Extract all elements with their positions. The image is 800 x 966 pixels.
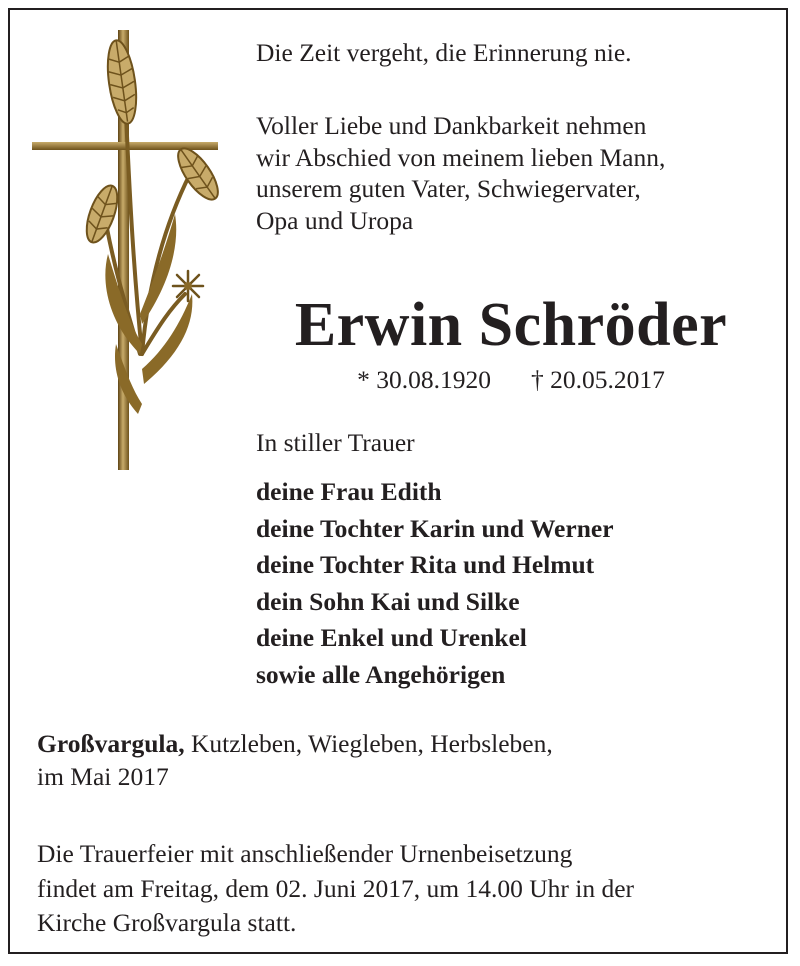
notice-date: im Mai 2017: [37, 761, 169, 791]
cornflower-icon: [173, 271, 203, 301]
family-member: deine Enkel und Urenkel: [256, 623, 527, 652]
place-main: Großvargula,: [37, 729, 185, 758]
intro-line: Voller Liebe und Dankbarkeit nehmen: [256, 111, 647, 140]
place-and-date: [37, 728, 553, 793]
service-line: findet am Freitag, dem 02. Juni 2017, um 14.00 Uhr in der: [37, 873, 635, 903]
service-line: Kirche Großvargula statt.: [37, 908, 297, 937]
place-others: Kutzleben, Wiegleben, Herbsleben,: [184, 729, 553, 758]
family-member: deine Frau Edith: [256, 477, 442, 506]
cross-with-wheat-icon: [30, 24, 230, 474]
family-member: deine Tochter Karin und Werner: [256, 513, 614, 543]
family-member: deine Tochter Rita und Helmut: [256, 550, 595, 579]
family-member: sowie alle Angehörigen: [256, 659, 506, 689]
deceased-name: Erwin Schröder: [294, 291, 728, 359]
mourning-label: In stiller Trauer: [256, 428, 415, 457]
wheat-ear-icon: [103, 39, 140, 126]
motto: Die Zeit vergeht, die Erinnerung nie.: [256, 38, 632, 67]
birth-date: * 30.08.1920: [357, 365, 491, 394]
intro-line: unserem guten Vater, Schwiegervater,: [256, 174, 641, 203]
intro-line: Opa und Uropa: [256, 205, 414, 235]
death-date: † 20.05.2017: [531, 365, 665, 394]
service-info: [37, 837, 634, 941]
life-dates: [256, 364, 766, 396]
family-member: dein Sohn Kai und Silke: [256, 586, 520, 616]
intro-line: wir Abschied von meinem lieben Mann,: [256, 142, 666, 172]
service-line: Die Trauerfeier mit anschließender Urnenbeisetzung: [37, 839, 573, 868]
intro-text: [256, 110, 665, 236]
wheat-ear-icon: [80, 182, 123, 247]
family-list: [256, 474, 614, 693]
